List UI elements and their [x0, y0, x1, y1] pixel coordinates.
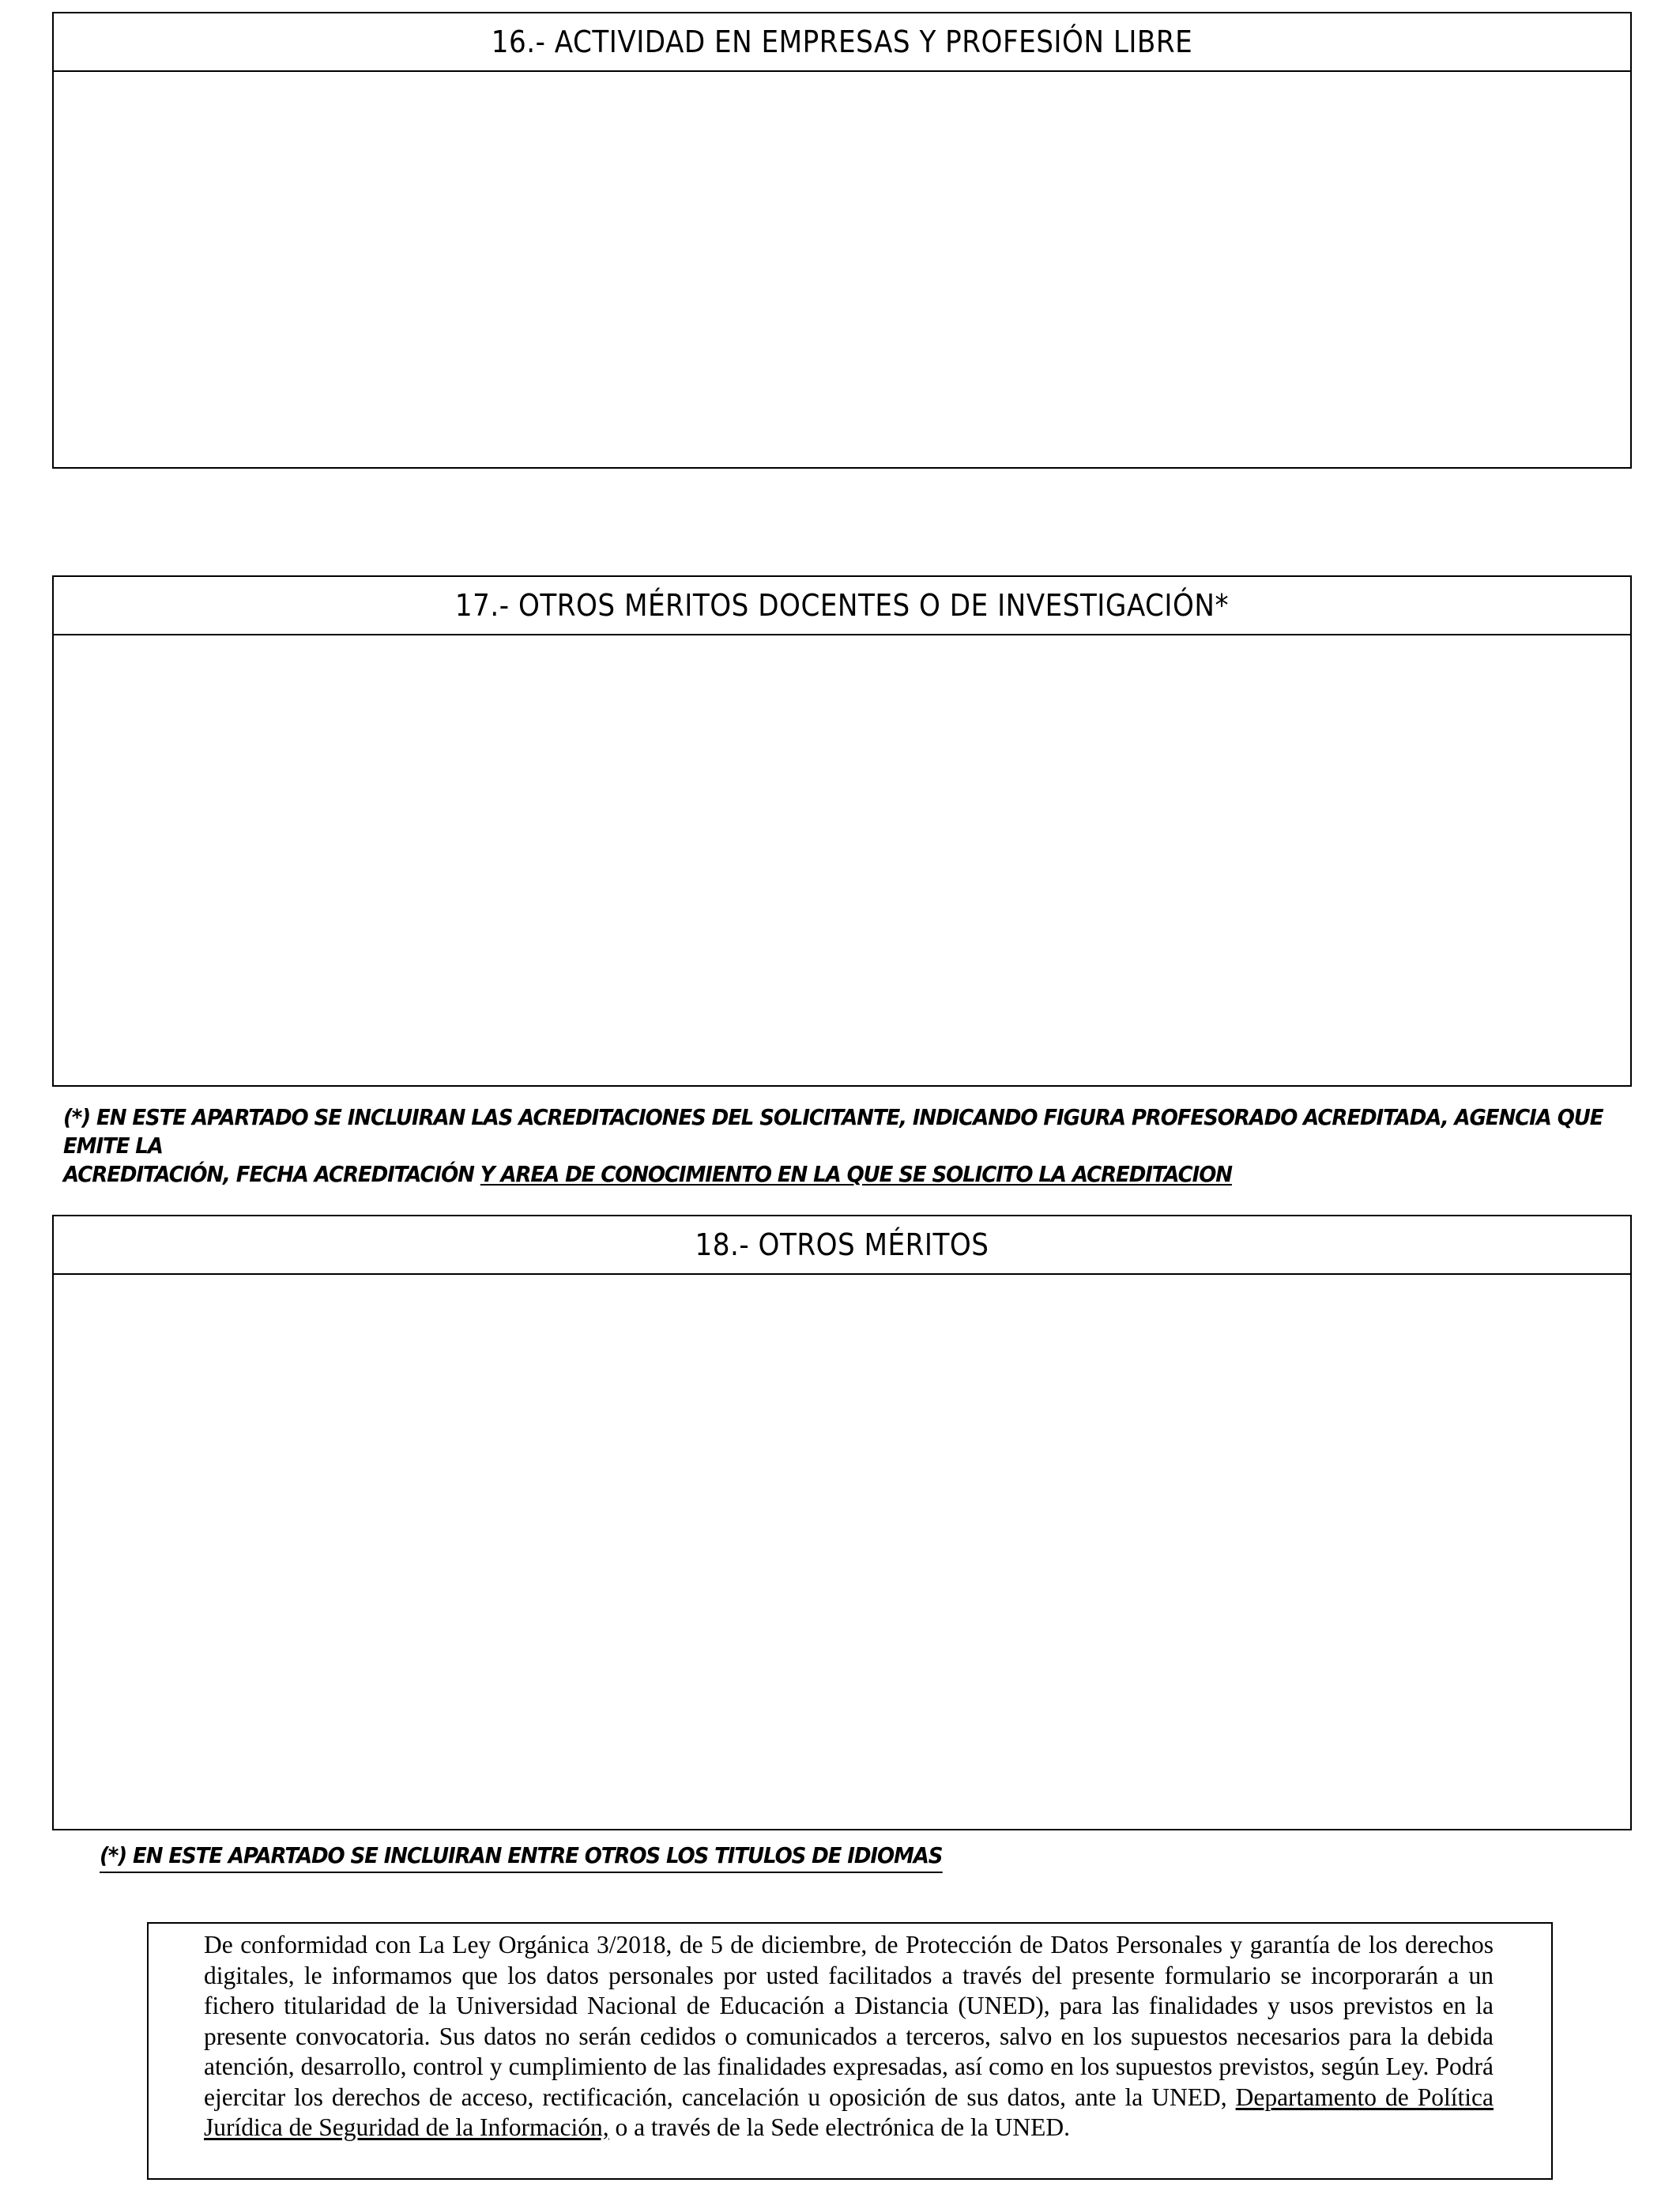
- section-18-footnote: (*) EN ESTE APARTADO SE INCLUIRAN ENTRE OTROS LOS TITULOS DE IDIOMAS: [100, 1842, 942, 1873]
- section-17-footnote-plain: ACREDITACIÓN, FECHA ACREDITACIÓN: [63, 1161, 480, 1187]
- section-16-actividad-empresas: [52, 12, 1632, 469]
- data-protection-text-end: o a través de la Sede electrónica de la UNED.: [608, 2113, 1070, 2141]
- section-17-title: 17.- OTROS MÉRITOS DOCENTES O DE INVESTIGACIÓN*: [54, 577, 1630, 635]
- data-protection-text: [204, 1930, 1494, 2143]
- section-17-footnote-underlined: Y AREA DE CONOCIMIENTO EN LA QUE SE SOLICITO LA ACREDITACION: [480, 1161, 1232, 1187]
- section-16-content-area[interactable]: [54, 72, 1630, 467]
- data-protection-notice: [147, 1922, 1553, 2180]
- section-17-footnote-line-1: (*) EN ESTE APARTADO SE INCLUIRAN LAS ACREDITACIONES DEL SOLICITANTE, INDICANDO FIGURA PROFESORADO ACREDITADA, AGENCIA QUE EMITE LA: [63, 1104, 1603, 1159]
- section-17-footnote-line-2: [63, 1160, 1607, 1189]
- section-17-content-area[interactable]: [54, 635, 1630, 1085]
- section-17-footnote: [63, 1103, 1607, 1189]
- department-link[interactable]: Departamento de Política Jurídica de Seguridad de la Información,: [204, 2083, 1494, 2141]
- section-18-title: 18.- OTROS MÉRITOS: [54, 1216, 1630, 1275]
- data-protection-text-main: De conformidad con La Ley Orgánica 3/2018, de 5 de diciembre, de Protección de Datos Personales y garantía de los derechos digitales, le informamos que los datos personales por usted facilitados a través del presente formulario se incorporarán a un fichero titularidad de la Universidad Nacional de Educación a Distancia (UNED), para las finalidades y usos previstos en la presente convocatoria. Sus datos no serán cedidos o comunicados a terceros, salvo en los supuestos necesarios para la debida atención, desarrollo, control y cumplimiento de las finalidades expresadas, así como en los supuestos previstos, según Ley. Podrá ejercitar los derechos de acceso, rectificación, cancelación u oposición de sus datos, ante la UNED,: [204, 1931, 1494, 2111]
- section-18-content-area[interactable]: [54, 1275, 1630, 1829]
- section-17-otros-meritos-docentes: [52, 575, 1632, 1087]
- section-16-title: 16.- ACTIVIDAD EN EMPRESAS Y PROFESIÓN LIBRE: [54, 13, 1630, 72]
- section-18-otros-meritos: [52, 1215, 1632, 1830]
